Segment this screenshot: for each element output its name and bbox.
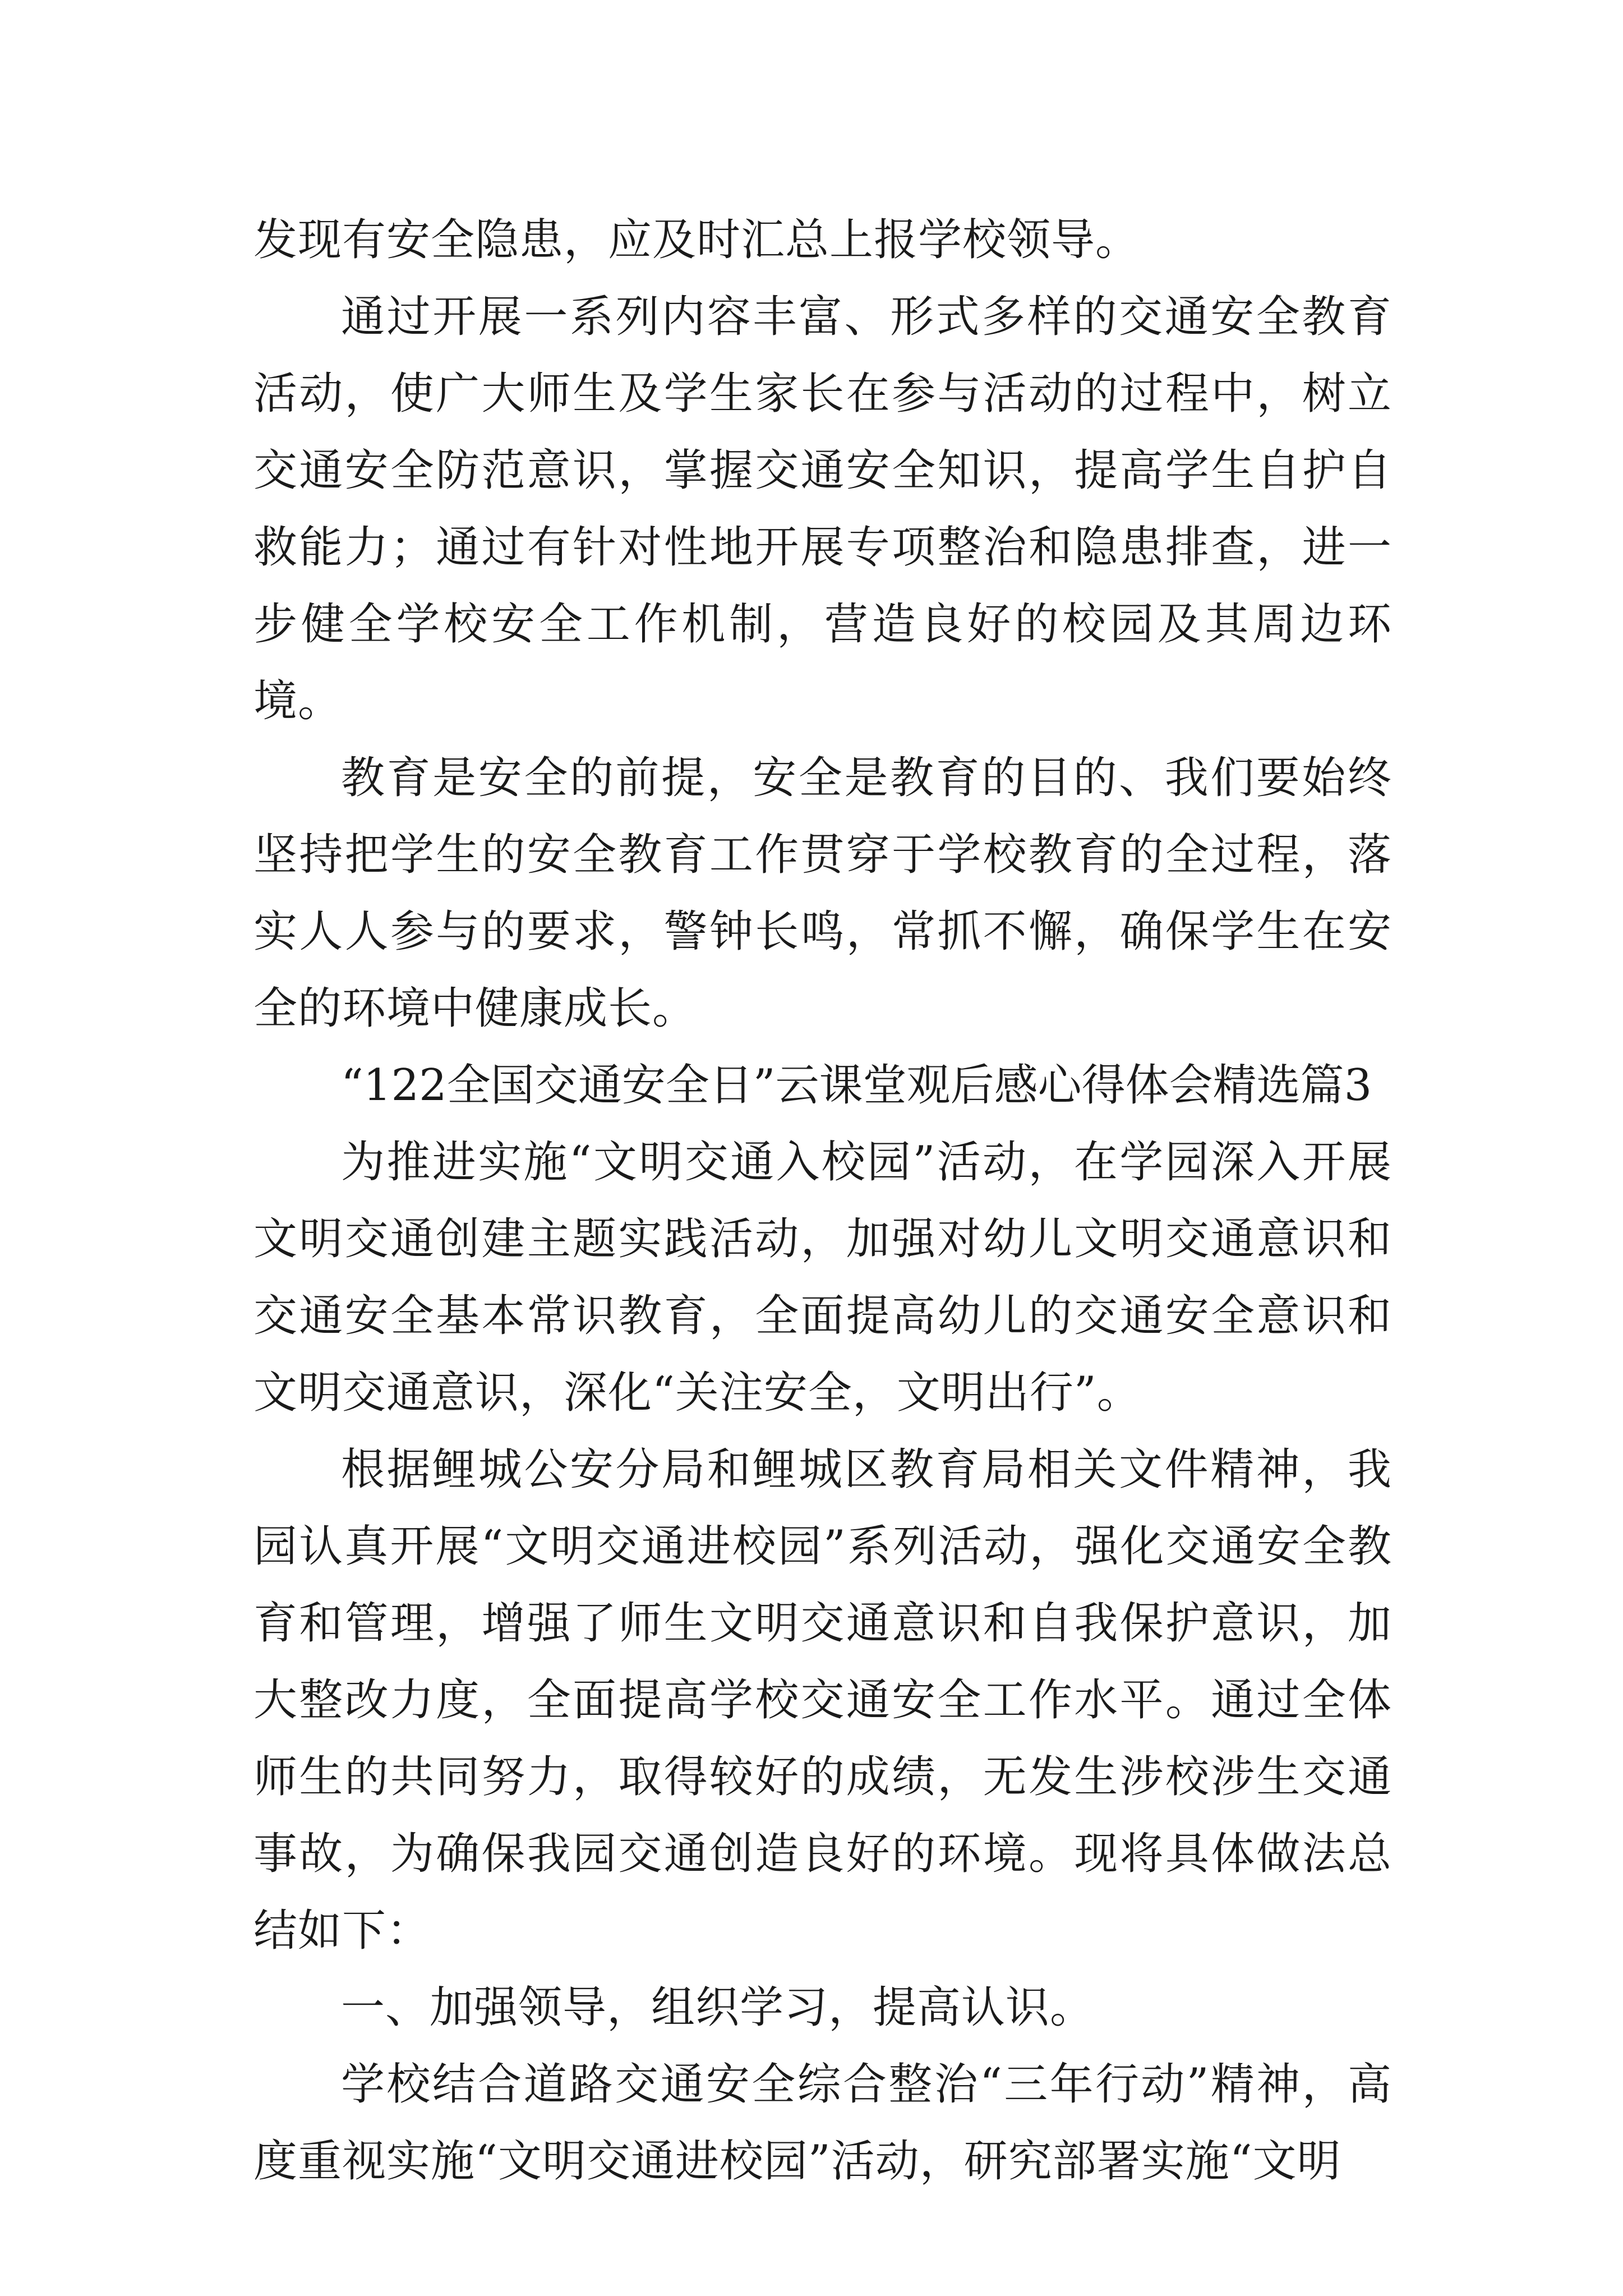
paragraph-three-year-action: 学校结合道路交通安全综合整治“三年行动”精神，高度重视实施“文明交通进校园”活动，研究部署实施“文明	[253, 2059, 1392, 2187]
paragraph-activities-summary: 通过开展一系列内容丰富、形式多样的交通安全教育活动，使广大师生及学生家长在参与活动的过程中，树立交通安全防范意识，掌握交通安全知识，提高学生自护自救能力；通过有针对性地开展专项整治和隐患排查，进一步健全学校安全工作机制，营造良好的校园及其周边环境。	[253, 292, 1392, 726]
paragraph-civilized-traffic: 为推进实施“文明交通入校园”活动，在学园深入开展文明交通创建主题实践活动，加强对幼儿文明交通意识和交通安全基本常识教育，全面提高幼儿的交通安全意识和文明交通意识，深化“关注安全，文明出行”。	[253, 1137, 1392, 1418]
paragraph-continuation: 发现有安全隐患，应及时汇总上报学校领导。	[253, 215, 1140, 265]
paragraph-heading-one: 一、加强领导，组织学习，提高认识。	[341, 1982, 1095, 2033]
paragraph-education-safety: 教育是安全的前提，安全是教育的目的、我们要始终坚持把学生的安全教育工作贯穿于学校教育的全过程，落实人人参与的要求，警钟长鸣，常抓不懈，确保学生在安全的环境中健康成长。	[253, 753, 1392, 1034]
paragraph-according-to-documents: 根据鲤城公安分局和鲤城区教育局相关文件精神，我园认真开展“文明交通进校园”系列活动，强化交通安全教育和管理，增强了师生文明交通意识和自我保护意识，加大整改力度，全面提高学校交通安全工作水平。通过全体师生的共同努力，取得较好的成绩，无发生涉校涉生交通事故，为确保我园交通创造良好的环境。现将具体做法总结如下：	[253, 1444, 1392, 1956]
document-body	[253, 202, 1392, 2200]
section-title: “122全国交通安全日”云课堂观后感心得体会精选篇3	[341, 1060, 1372, 1111]
